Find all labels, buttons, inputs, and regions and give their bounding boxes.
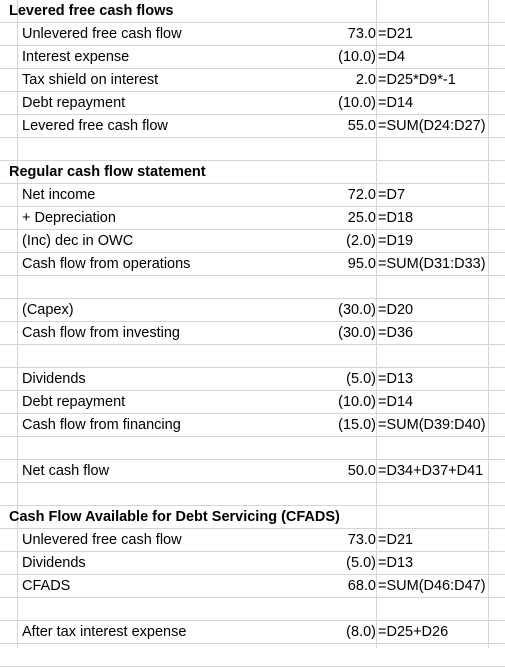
- formula-cell[interactable]: =D21: [378, 26, 414, 42]
- table-row: [0, 230, 505, 253]
- formula-cell[interactable]: =D25+D26: [378, 624, 449, 640]
- formula-cell[interactable]: =D25*D9*-1: [378, 72, 456, 88]
- row-label-cell[interactable]: Unlevered free cash flow: [22, 532, 182, 548]
- value-cell[interactable]: (30.0): [338, 325, 376, 341]
- value-cell[interactable]: (8.0): [346, 624, 376, 640]
- row-label-cell[interactable]: Cash flow from investing: [22, 325, 180, 341]
- cell-col-b[interactable]: [0, 575, 17, 597]
- table-row: [0, 46, 505, 69]
- formula-cell[interactable]: =D34+D37+D41: [378, 463, 484, 479]
- cell-col-b[interactable]: [0, 69, 17, 91]
- cell-col-b[interactable]: [0, 115, 17, 137]
- table-row: [0, 207, 505, 230]
- table-row: [0, 391, 505, 414]
- table-row: [0, 552, 505, 575]
- cell-col-b[interactable]: [0, 23, 17, 45]
- table-row: [0, 322, 505, 345]
- row-label-cell[interactable]: Dividends: [22, 371, 86, 387]
- row-label-cell[interactable]: Cash flow from operations: [22, 256, 191, 272]
- formula-cell[interactable]: =D14: [378, 95, 414, 111]
- table-row: [0, 253, 505, 276]
- row-label-cell[interactable]: Interest expense: [22, 49, 130, 65]
- cell-col-b[interactable]: [0, 391, 17, 413]
- cell-col-e[interactable]: [489, 161, 505, 183]
- cell-col-e[interactable]: [489, 138, 505, 160]
- row-label-cell[interactable]: Net income: [22, 187, 96, 203]
- value-cell[interactable]: (10.0): [338, 49, 376, 65]
- value-cell[interactable]: 73.0: [347, 532, 376, 548]
- table-row: [0, 345, 505, 368]
- cell-col-b[interactable]: [0, 460, 17, 482]
- cell-col-e[interactable]: [489, 299, 505, 321]
- cell-col-e[interactable]: [489, 276, 505, 298]
- cell-col-e[interactable]: [489, 621, 505, 643]
- value-cell[interactable]: 68.0: [347, 578, 376, 594]
- formula-cell[interactable]: =SUM(D24:D27): [378, 118, 486, 134]
- cell-col-b[interactable]: [0, 207, 17, 229]
- formula-cell[interactable]: =D20: [378, 302, 414, 318]
- table-row: [0, 276, 505, 299]
- cell-col-b[interactable]: [0, 230, 17, 252]
- cell-col-e[interactable]: [489, 0, 505, 22]
- value-cell[interactable]: (10.0): [338, 95, 376, 111]
- cell-col-e[interactable]: [489, 69, 505, 91]
- cell-col-e[interactable]: [489, 506, 505, 528]
- formula-cell[interactable]: =D36: [378, 325, 414, 341]
- value-cell[interactable]: 25.0: [347, 210, 376, 226]
- table-row: [0, 299, 505, 322]
- formula-cell[interactable]: =SUM(D39:D40): [378, 417, 486, 433]
- table-row: [0, 575, 505, 598]
- row-label-cell[interactable]: Tax shield on interest: [22, 72, 159, 88]
- cell-col-e[interactable]: [489, 115, 505, 137]
- formula-cell[interactable]: =D7: [378, 187, 406, 203]
- cell-col-b[interactable]: [0, 621, 17, 643]
- table-row: [0, 368, 505, 391]
- cell-col-b[interactable]: [0, 299, 17, 321]
- cell-col-e[interactable]: [489, 529, 505, 551]
- cell-col-e[interactable]: [489, 253, 505, 275]
- section-header-row: [0, 506, 505, 529]
- table-row: [0, 598, 505, 621]
- value-cell[interactable]: (5.0): [346, 371, 376, 387]
- table-row: [0, 483, 505, 506]
- table-row: [0, 621, 505, 644]
- cell-col-b[interactable]: [0, 437, 17, 459]
- cell-col-e[interactable]: [489, 230, 505, 252]
- cell-col-e[interactable]: [489, 575, 505, 597]
- cell-col-e[interactable]: [489, 598, 505, 620]
- row-label-cell[interactable]: (Capex): [22, 302, 74, 318]
- cell-col-b[interactable]: [0, 644, 17, 666]
- cell-col-b[interactable]: [0, 322, 17, 344]
- table-row: [0, 460, 505, 483]
- cell-col-b[interactable]: [0, 138, 17, 160]
- cell-col-b[interactable]: [0, 184, 17, 206]
- cell-col-b[interactable]: [0, 46, 17, 68]
- cell-col-b[interactable]: [0, 414, 17, 436]
- row-label-cell[interactable]: CFADS: [22, 578, 71, 594]
- cell-col-b[interactable]: [0, 529, 17, 551]
- table-row: [0, 23, 505, 46]
- cell-col-e[interactable]: [489, 322, 505, 344]
- row-label-cell[interactable]: Net cash flow: [22, 463, 110, 479]
- value-cell[interactable]: (5.0): [346, 555, 376, 571]
- row-label-cell[interactable]: (Inc) dec in OWC: [22, 233, 134, 249]
- table-row: [0, 115, 505, 138]
- cell-col-b[interactable]: [0, 345, 17, 367]
- row-label-cell[interactable]: After tax interest expense: [22, 624, 187, 640]
- cell-col-b[interactable]: [0, 598, 17, 620]
- value-cell[interactable]: 55.0: [347, 118, 376, 134]
- cell-col-e[interactable]: [489, 437, 505, 459]
- row-label-cell[interactable]: Levered free cash flow: [22, 118, 168, 134]
- value-cell[interactable]: (15.0): [338, 417, 376, 433]
- cell-col-e[interactable]: [489, 391, 505, 413]
- cell-col-e[interactable]: [489, 92, 505, 114]
- value-cell[interactable]: (2.0): [346, 233, 376, 249]
- row-label-cell[interactable]: Cash flow from financing: [22, 417, 181, 433]
- cell-col-e[interactable]: [489, 552, 505, 574]
- table-row: [0, 644, 505, 667]
- cell-col-e[interactable]: [489, 207, 505, 229]
- value-cell[interactable]: 72.0: [347, 187, 376, 203]
- formula-cell[interactable]: =D4: [378, 49, 406, 65]
- cell-col-e[interactable]: [489, 414, 505, 436]
- formula-cell[interactable]: =D14: [378, 394, 414, 410]
- table-row: [0, 414, 505, 437]
- formula-cell[interactable]: =D13: [378, 371, 414, 387]
- table-row: [0, 69, 505, 92]
- cell-col-b[interactable]: [0, 276, 17, 298]
- cell-col-e[interactable]: [489, 345, 505, 367]
- cell-col-b[interactable]: [0, 253, 17, 275]
- formula-cell[interactable]: =D18: [378, 210, 414, 226]
- value-cell[interactable]: 2.0: [355, 72, 376, 88]
- section-header-row: [0, 161, 505, 184]
- cell-col-e[interactable]: [489, 184, 505, 206]
- formula-cell[interactable]: =D19: [378, 233, 414, 249]
- cell-col-e[interactable]: [489, 46, 505, 68]
- section-header-row: [0, 0, 505, 23]
- table-row: [0, 92, 505, 115]
- cell-col-e[interactable]: [489, 460, 505, 482]
- table-row: [0, 138, 505, 161]
- cell-col-b[interactable]: [0, 368, 17, 390]
- formula-cell[interactable]: =SUM(D31:D33): [378, 256, 486, 272]
- formula-cell[interactable]: =D21: [378, 532, 414, 548]
- cell-col-b[interactable]: [0, 483, 17, 505]
- section-title[interactable]: Cash Flow Available for Debt Servicing (CFADS): [9, 509, 340, 525]
- cell-col-e[interactable]: [489, 23, 505, 45]
- cell-col-e[interactable]: [489, 483, 505, 505]
- row-label-cell[interactable]: Debt repayment: [22, 394, 126, 410]
- row-label-cell[interactable]: Unlevered free cash flow: [22, 26, 182, 42]
- value-cell[interactable]: 95.0: [347, 256, 376, 272]
- table-row: [0, 437, 505, 460]
- value-cell[interactable]: 73.0: [347, 26, 376, 42]
- cell-col-e[interactable]: [489, 368, 505, 390]
- row-label-cell[interactable]: Dividends: [22, 555, 86, 571]
- cell-col-e[interactable]: [489, 644, 505, 666]
- table-row: [0, 529, 505, 552]
- section-title[interactable]: Levered free cash flows: [9, 3, 174, 19]
- section-title[interactable]: Regular cash flow statement: [9, 164, 206, 180]
- row-label-cell[interactable]: Debt repayment: [22, 95, 126, 111]
- value-cell[interactable]: 50.0: [347, 463, 376, 479]
- formula-cell[interactable]: =SUM(D46:D47): [378, 578, 486, 594]
- row-label-cell[interactable]: + Depreciation: [22, 210, 116, 226]
- value-cell[interactable]: (10.0): [338, 394, 376, 410]
- cell-col-b[interactable]: [0, 92, 17, 114]
- cell-col-b[interactable]: [0, 552, 17, 574]
- table-row: [0, 184, 505, 207]
- formula-cell[interactable]: =D13: [378, 555, 414, 571]
- value-cell[interactable]: (30.0): [338, 302, 376, 318]
